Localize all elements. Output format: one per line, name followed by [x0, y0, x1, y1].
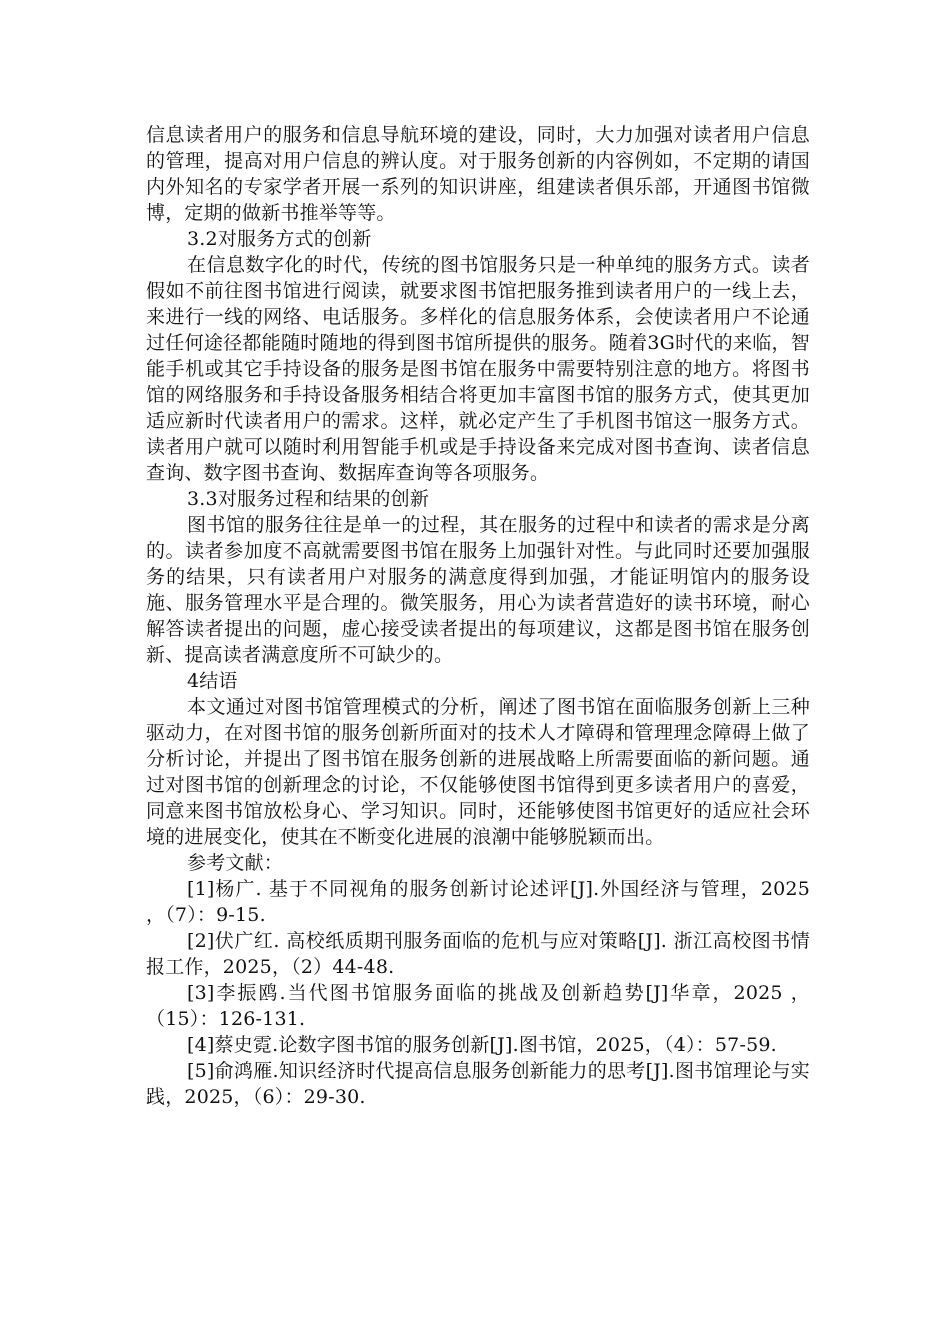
heading-4: 4结语 [187, 670, 238, 692]
document-page [146, 122, 810, 1110]
paragraph-service-mode: 在信息数字化的时代，传统的图书馆服务只是一种单纯的服务方式。读者假如不前往图书馆进行阅读，就要求图书馆把服务推到读者用户的一线上去，来进行一线的网络、电话服务。多样化的信息服务体系，会使读者用户不论通过任何途径都能随时随地的得到图书馆所提供的服务。随着3G时代的来临，智能手机或其它手持设备的服务是图书馆在服务中需要特别注意的地方。将图书馆的网络服务和手持设备服务相结合将更加丰富图书馆的服务方式，使其更加适应新时代读者用户的需求。这样，就必定产生了手机图书馆这一服务方式。读者用户就可以随时利用智能手机或是手持设备来完成对图书查询、读者信息查询、数字图书查询、数据库查询等各项服务。 [146, 254, 810, 484]
reference-item: [5]俞鸿雁.知识经济时代提高信息服务创新能力的思考[J].图书馆理论与实践，2025，（6）：29-30. [146, 1060, 810, 1108]
paragraph-service-content: 信息读者用户的服务和信息导航环境的建设，同时，大力加强对读者用户信息的管理，提高对用户信息的辨认度。对于服务创新的内容例如，不定期的请国内外知名的专家学者开展一系列的知识讲座，组建读者俱乐部，开通图书馆微博，定期的做新书推举等等。 [146, 124, 810, 224]
reference-item: [2]伏广红. 高校纸质期刊服务面临的危机与应对策略[J]. 浙江高校图书情报工作，2025，（2）44-48. [146, 930, 810, 978]
paragraph-service-process: 图书馆的服务往往是单一的过程，其在服务的过程中和读者的需求是分离的。读者参加度不高就需要图书馆在服务上加强针对性。与此同时还要加强服务的结果，只有读者用户对服务的满意度得到加强，才能证明馆内的服务设施、服务管理水平是合理的。微笑服务，用心为读者营造好的读书环境，耐心解答读者提出的问题，虚心接受读者提出的每项建议，这都是图书馆在服务创新、提高读者满意度所不可缺少的。 [146, 514, 810, 666]
reference-item: [4]蔡史霓.论数字图书馆的服务创新[J].图书馆，2025，（4）：57-59. [187, 1034, 777, 1056]
reference-item: [1]杨广. 基于不同视角的服务创新讨论述评[J].外国经济与管理，2025 ，（7）：9-15. [146, 878, 810, 926]
heading-references: 参考文献： [187, 852, 284, 874]
reference-item: [3]李振鸥.当代图书馆服务面临的挑战及创新趋势[J]华章，2025 ，（15）：126-131. [146, 982, 810, 1030]
paragraph-conclusion: 本文通过对图书馆管理模式的分析，阐述了图书馆在面临服务创新上三种驱动力，在对图书馆的服务创新所面对的技术人才障碍和管理理念障碍上做了分析讨论，并提出了图书馆在服务创新的进展战略上所需要面临的新问题。通过对图书馆的创新理念的讨论，不仅能够使图书馆得到更多读者用户的喜爱，同意来图书馆放松身心、学习知识。同时，还能够使图书馆更好的适应社会环境的进展变化，使其在不断变化进展的浪潮中能够脱颖而出。 [146, 696, 810, 848]
heading-3-3: 3.3对服务过程和结果的创新 [187, 488, 430, 510]
heading-3-2: 3.2对服务方式的创新 [187, 228, 372, 250]
